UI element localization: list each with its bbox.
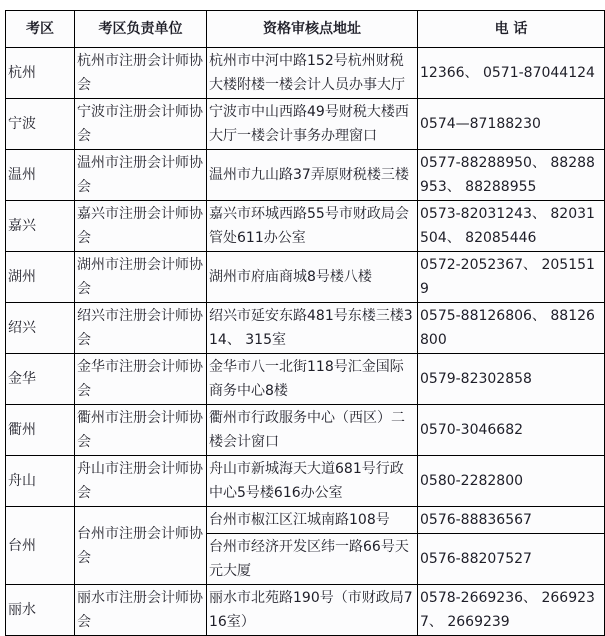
address-cell: 台州市椒江区江城南路108号 — [207, 507, 418, 534]
phone-cell: 12366、 0571-87044124 — [418, 48, 605, 99]
table-row — [6, 48, 605, 99]
table-row — [6, 201, 605, 252]
table-row — [6, 507, 605, 534]
unit-cell: 嘉兴市注册会计师协会 — [75, 201, 207, 252]
address-cell: 温州市九山路37弄原财税楼三楼 — [207, 150, 418, 201]
address-cell: 金华市八一北街118号汇金国际商务中心8楼 — [207, 354, 418, 405]
address-cell: 嘉兴市环城西路55号市财政局会管处611办公室 — [207, 201, 418, 252]
phone-cell: 0575-88126806、 88126800 — [418, 303, 605, 354]
phone-cell: 0578-2669236、 2669237、 2669239 — [418, 585, 605, 636]
unit-cell: 宁波市注册会计师协会 — [75, 99, 207, 150]
region-cell: 金华 — [6, 354, 75, 405]
region-cell: 杭州 — [6, 48, 75, 99]
phone-cell: 0577-88288950、 88288953、 88288955 — [418, 150, 605, 201]
header-row — [6, 11, 605, 48]
unit-cell: 丽水市注册会计师协会 — [75, 585, 207, 636]
address-cell: 舟山市新城海天大道681号行政中心5号楼616办公室 — [207, 456, 418, 507]
address-cell: 绍兴市延安东路481号东楼三楼314、 315室 — [207, 303, 418, 354]
phone-cell: 0579-82302858 — [418, 354, 605, 405]
exam-locations-table — [5, 10, 605, 636]
phone-cell: 0580-2282800 — [418, 456, 605, 507]
address-cell: 宁波市中山西路49号财税大楼西大厅一楼会计事务办理窗口 — [207, 99, 418, 150]
table-row — [6, 252, 605, 303]
phone-cell: 0573-82031243、 82031504、 82085446 — [418, 201, 605, 252]
region-cell: 嘉兴 — [6, 201, 75, 252]
table-row — [6, 456, 605, 507]
region-cell: 宁波 — [6, 99, 75, 150]
address-cell: 台州市经济开发区纬一路66号天元大厦 — [207, 534, 418, 585]
address-cell: 杭州市中河中路152号杭州财税大楼附楼一楼会计人员办事大厅 — [207, 48, 418, 99]
region-cell: 温州 — [6, 150, 75, 201]
unit-cell: 温州市注册会计师协会 — [75, 150, 207, 201]
unit-cell: 绍兴市注册会计师协会 — [75, 303, 207, 354]
phone-cell: 0574—87188230 — [418, 99, 605, 150]
region-cell: 台州 — [6, 507, 75, 585]
table-row — [6, 405, 605, 456]
column-header-phone: 电 话 — [418, 11, 605, 48]
phone-cell: 0572-2052367、 2051519 — [418, 252, 605, 303]
table-row — [6, 303, 605, 354]
column-header-unit: 考区负责单位 — [75, 11, 207, 48]
unit-cell: 舟山市注册会计师协会 — [75, 456, 207, 507]
unit-cell: 金华市注册会计师协会 — [75, 354, 207, 405]
table-body — [6, 48, 605, 636]
phone-cell: 0576-88836567 — [418, 507, 605, 534]
unit-cell: 杭州市注册会计师协会 — [75, 48, 207, 99]
table-row — [6, 354, 605, 405]
column-header-address: 资格审核点地址 — [207, 11, 418, 48]
region-cell: 衢州 — [6, 405, 75, 456]
phone-cell: 0570-3046682 — [418, 405, 605, 456]
region-cell: 舟山 — [6, 456, 75, 507]
column-header-region: 考区 — [6, 11, 75, 48]
table-row — [6, 150, 605, 201]
table-header — [6, 11, 605, 48]
phone-cell: 0576-88207527 — [418, 534, 605, 585]
address-cell: 丽水市北苑路190号（市财政局716室） — [207, 585, 418, 636]
region-cell: 丽水 — [6, 585, 75, 636]
region-cell: 绍兴 — [6, 303, 75, 354]
unit-cell: 湖州市注册会计师协会 — [75, 252, 207, 303]
address-cell: 湖州市府庙商城8号楼八楼 — [207, 252, 418, 303]
unit-cell: 衢州市注册会计师协会 — [75, 405, 207, 456]
region-cell: 湖州 — [6, 252, 75, 303]
table-row — [6, 585, 605, 636]
table-row — [6, 99, 605, 150]
unit-cell: 台州市注册会计师协会 — [75, 507, 207, 585]
address-cell: 衢州市行政服务中心（西区）二楼会计窗口 — [207, 405, 418, 456]
